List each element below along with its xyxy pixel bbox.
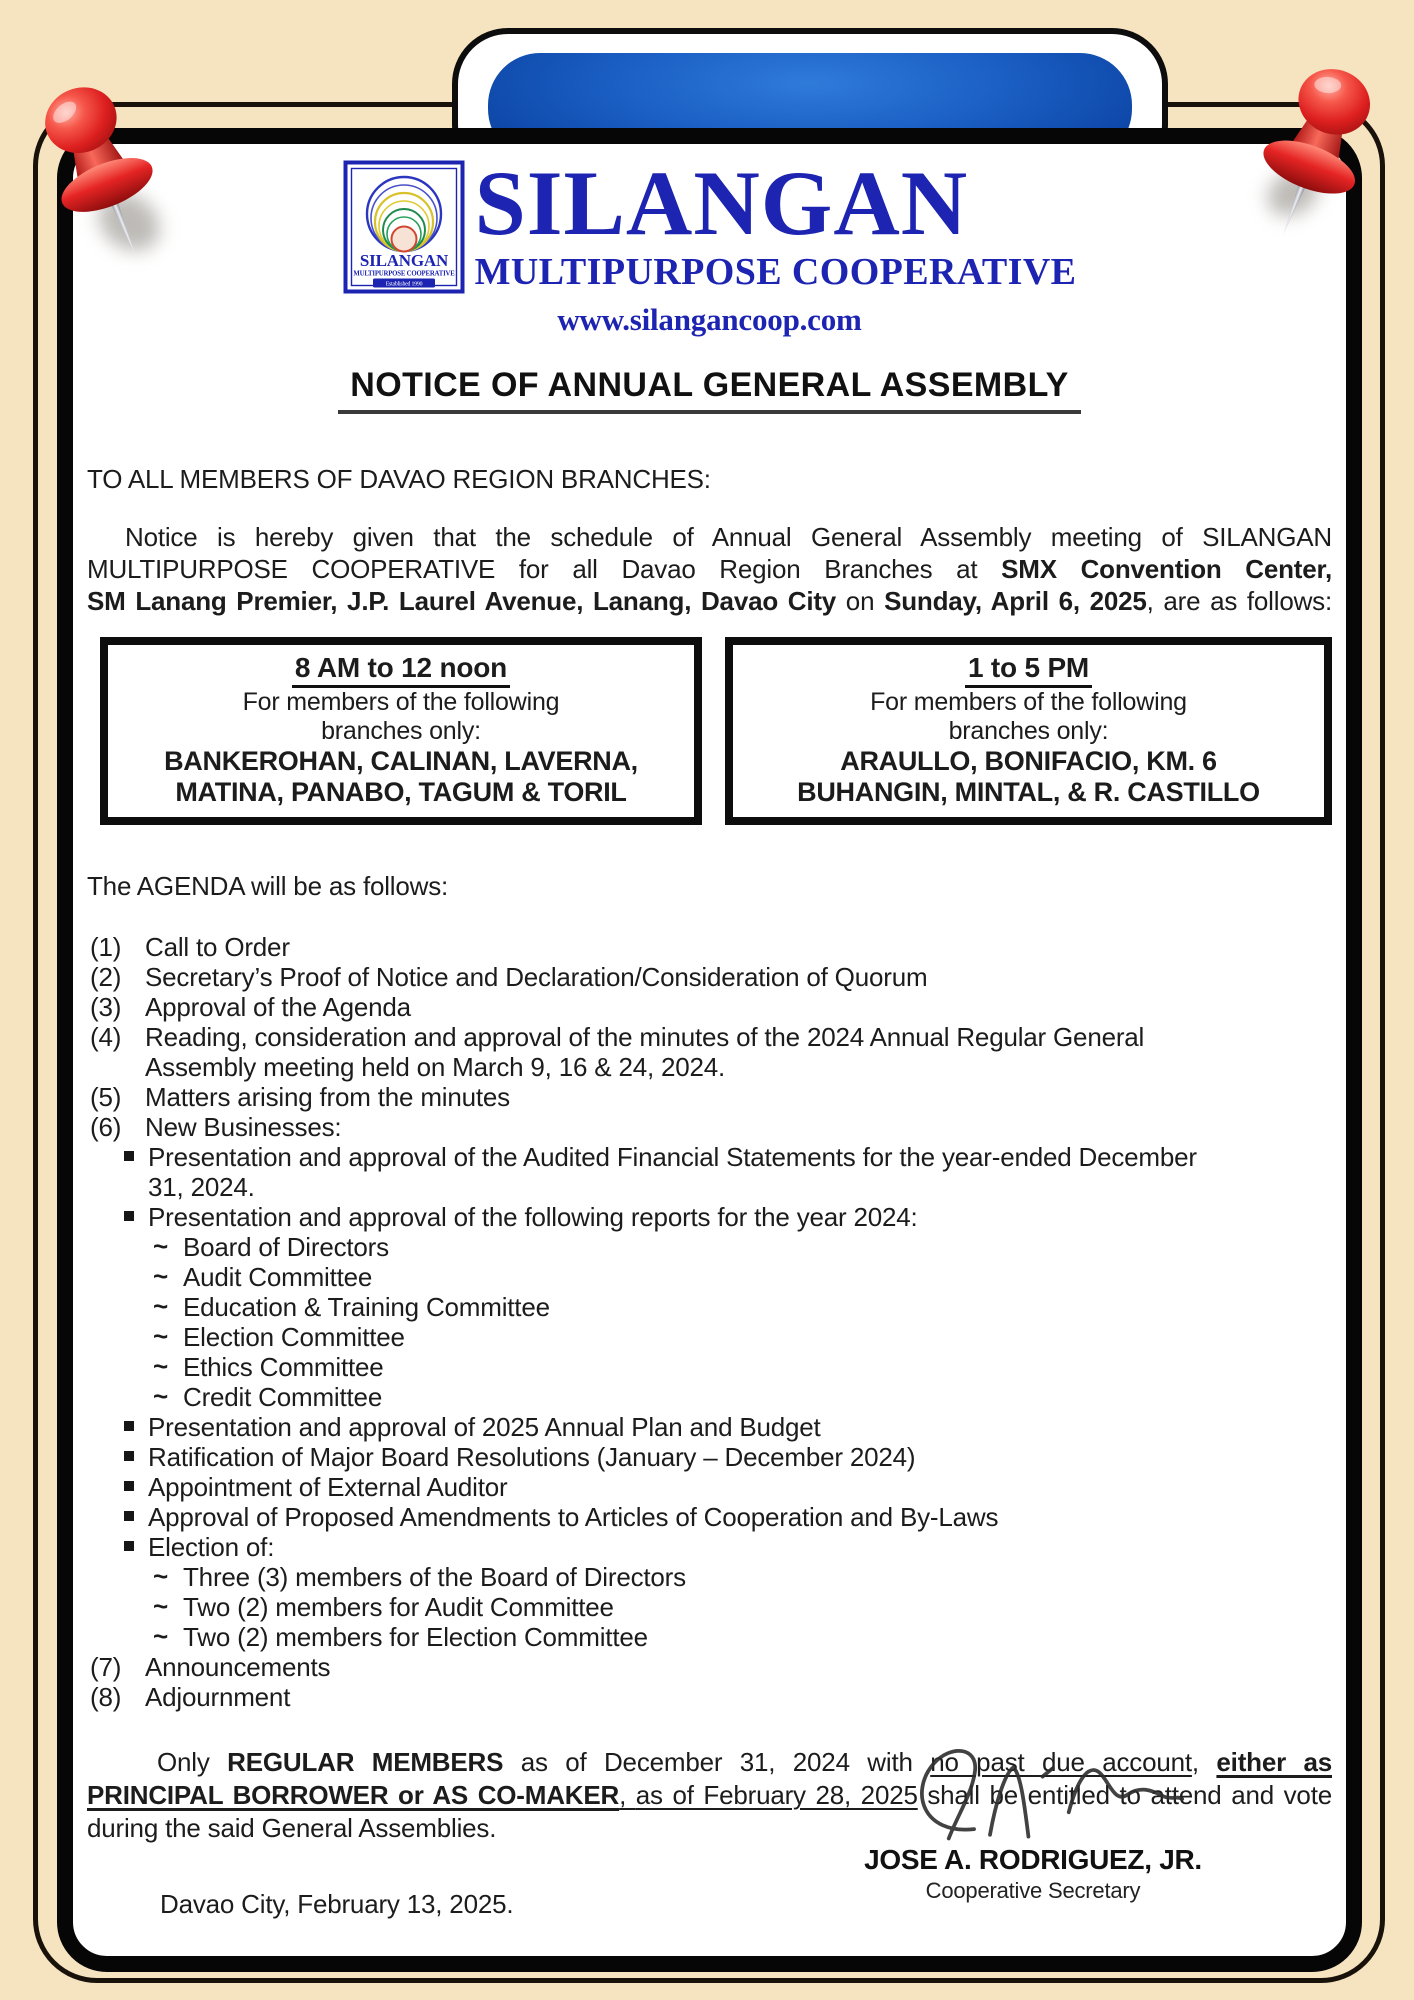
agenda-subitem: Presentation and approval of the following reports for the year 2024: xyxy=(87,1202,1332,1232)
agenda-subsubitem: ~ Audit Committee xyxy=(153,1261,373,1292)
silangan-logo-icon xyxy=(343,160,465,294)
agenda-item: (7) Announcements xyxy=(87,1652,1332,1682)
agenda-subitem: Presentation and approval of the Audited Financial Statements for the year-ended December 31, 2024. xyxy=(87,1142,1332,1202)
square-bullet xyxy=(124,1511,148,1521)
agenda-item: (4) Reading, consideration and approval of the minutes of the 2024 Annual Regular General Assembly meeting held on March 9, 16 & 24, 2024. xyxy=(87,1022,1332,1082)
square-bullet xyxy=(124,1451,148,1461)
agenda-item: (3) Approval of the Agenda xyxy=(87,992,1332,1022)
agenda-heading: The AGENDA will be as follows: xyxy=(87,871,449,901)
intro-line-1: Notice is hereby given that the schedule of Annual General Assembly meeting of SILANGAN xyxy=(125,522,1332,552)
agenda-subitem: Ratification of Major Board Resolutions (January – December 2024) xyxy=(87,1442,1332,1472)
signature-block xyxy=(843,1844,1223,1904)
intro-line-3: SM Lanang Premier, J.P. Laurel Avenue, Lanang, Davao City on Sunday, April 6, 2025, are as follows: xyxy=(87,586,1332,616)
schedule-branches: ARAULLO, BONIFACIO, KM. 6 xyxy=(840,746,1217,776)
brand-titles xyxy=(474,152,1077,293)
tilde-bullet: ~ xyxy=(153,1591,168,1621)
schedule-line: For members of the following xyxy=(870,688,1187,716)
agenda-subsubitem: ~ Ethics Committee xyxy=(153,1351,384,1382)
tilde-bullet: ~ xyxy=(153,1261,168,1291)
schedule-line: For members of the following xyxy=(242,688,560,716)
svg-text:SILANGAN: SILANGAN xyxy=(359,251,448,270)
org-subtitle: MULTIPURPOSE COOPERATIVE xyxy=(474,251,1077,293)
agenda-list xyxy=(87,932,1332,1712)
agenda-subitem: Approval of Proposed Amendments to Articles of Cooperation and By-Laws xyxy=(87,1502,1332,1532)
agenda-item-number: (1) xyxy=(90,932,122,962)
agenda-item: (5) Matters arising from the minutes xyxy=(87,1082,1332,1112)
agenda-item-number: (5) xyxy=(90,1082,122,1112)
agenda-item-number: (6) xyxy=(90,1112,122,1142)
agenda-subitem: Appointment of External Auditor xyxy=(87,1472,1332,1502)
dateline: Davao City, February 13, 2025. xyxy=(160,1889,514,1919)
closing-line-2: PRINCIPAL BORROWER or AS CO-MAKER, as of February 28, 2025 shall be entitled to attend and vote xyxy=(87,1780,1332,1810)
tilde-bullet: ~ xyxy=(153,1561,168,1591)
closing-line-1: Only REGULAR MEMBERS as of December 31, 2024 with no past due account, either as xyxy=(157,1747,1332,1777)
agenda-item: (2) Secretary’s Proof of Notice and Declaration/Consideration of Quorum xyxy=(87,962,1332,992)
closing-line-3: during the said General Assemblies. xyxy=(87,1813,497,1843)
agenda-item: (6) New Businesses: xyxy=(87,1112,1332,1142)
square-bullet xyxy=(124,1151,148,1161)
square-bullet xyxy=(124,1211,148,1221)
tilde-bullet: ~ xyxy=(153,1381,168,1411)
schedule-time-morning: 8 AM to 12 noon xyxy=(292,652,510,688)
agenda-subitem: Presentation and approval of 2025 Annual Plan and Budget xyxy=(87,1412,1332,1442)
agenda-subitem: Election of: xyxy=(87,1532,1332,1562)
schedule-branches: BUHANGIN, MINTAL, & R. CASTILLO xyxy=(797,777,1260,807)
org-name: SILANGAN xyxy=(474,152,969,254)
schedule-boxes xyxy=(100,637,1332,825)
signatory-name: JOSE A. RODRIGUEZ, JR. xyxy=(864,1844,1202,1875)
agenda-subsubitem: ~ Election Committee xyxy=(153,1321,405,1352)
agenda-item-number: (4) xyxy=(90,1022,122,1052)
agenda-item-number: (8) xyxy=(90,1682,122,1712)
tilde-bullet: ~ xyxy=(153,1321,168,1351)
schedule-branches: BANKEROHAN, CALINAN, LAVERNA, xyxy=(164,746,638,776)
website-text: www.silangancoop.com xyxy=(557,302,862,337)
schedule-branches: MATINA, PANABO, TAGUM & TORIL xyxy=(175,777,627,807)
schedule-line: branches only: xyxy=(321,717,481,745)
agenda-item: (1) Call to Order xyxy=(87,932,1332,962)
agenda-subsubitem: ~ Board of Directors xyxy=(153,1231,389,1262)
square-bullet xyxy=(124,1541,148,1551)
agenda-subsubitem: ~ Two (2) members for Audit Committee xyxy=(153,1591,614,1622)
notice-document xyxy=(57,128,1362,1972)
signatory-role: Cooperative Secretary xyxy=(925,1878,1141,1903)
agenda-item: (8) Adjournment xyxy=(87,1682,1332,1712)
agenda-subsubitem: ~ Education & Training Committee xyxy=(153,1291,550,1322)
intro-line-2: MULTIPURPOSE COOPERATIVE for all Davao Region Branches at SMX Convention Center, xyxy=(87,554,1332,584)
closing-paragraph xyxy=(87,1746,1332,1845)
agenda-item-number: (7) xyxy=(90,1652,122,1682)
tilde-bullet: ~ xyxy=(153,1231,168,1261)
svg-text:MULTIPURPOSE COOPERATIVE: MULTIPURPOSE COOPERATIVE xyxy=(352,270,455,278)
schedule-box-morning xyxy=(100,637,702,825)
svg-text:Established 1990: Established 1990 xyxy=(385,281,422,288)
agenda-item-number: (2) xyxy=(90,962,122,992)
agenda-item-number: (3) xyxy=(90,992,122,1022)
schedule-time-afternoon: 1 to 5 PM xyxy=(965,652,1092,688)
intro-paragraph xyxy=(87,521,1332,617)
notice-title-wrap xyxy=(87,366,1332,414)
tilde-bullet: ~ xyxy=(153,1291,168,1321)
agenda-subsubitem: ~ Two (2) members for Election Committee xyxy=(153,1621,648,1652)
agenda-subsubitem: ~ Credit Committee xyxy=(153,1381,383,1412)
square-bullet xyxy=(124,1481,148,1491)
schedule-box-afternoon xyxy=(725,637,1332,825)
agenda-subsubitem: ~ Three (3) members of the Board of Directors xyxy=(153,1561,686,1592)
masthead xyxy=(87,152,1332,294)
schedule-line: branches only: xyxy=(948,717,1109,745)
salutation: TO ALL MEMBERS OF DAVAO REGION BRANCHES: xyxy=(87,464,711,494)
tilde-bullet: ~ xyxy=(153,1621,168,1651)
square-bullet xyxy=(124,1421,148,1431)
notice-title: NOTICE OF ANNUAL GENERAL ASSEMBLY xyxy=(338,366,1080,414)
tilde-bullet: ~ xyxy=(153,1351,168,1381)
